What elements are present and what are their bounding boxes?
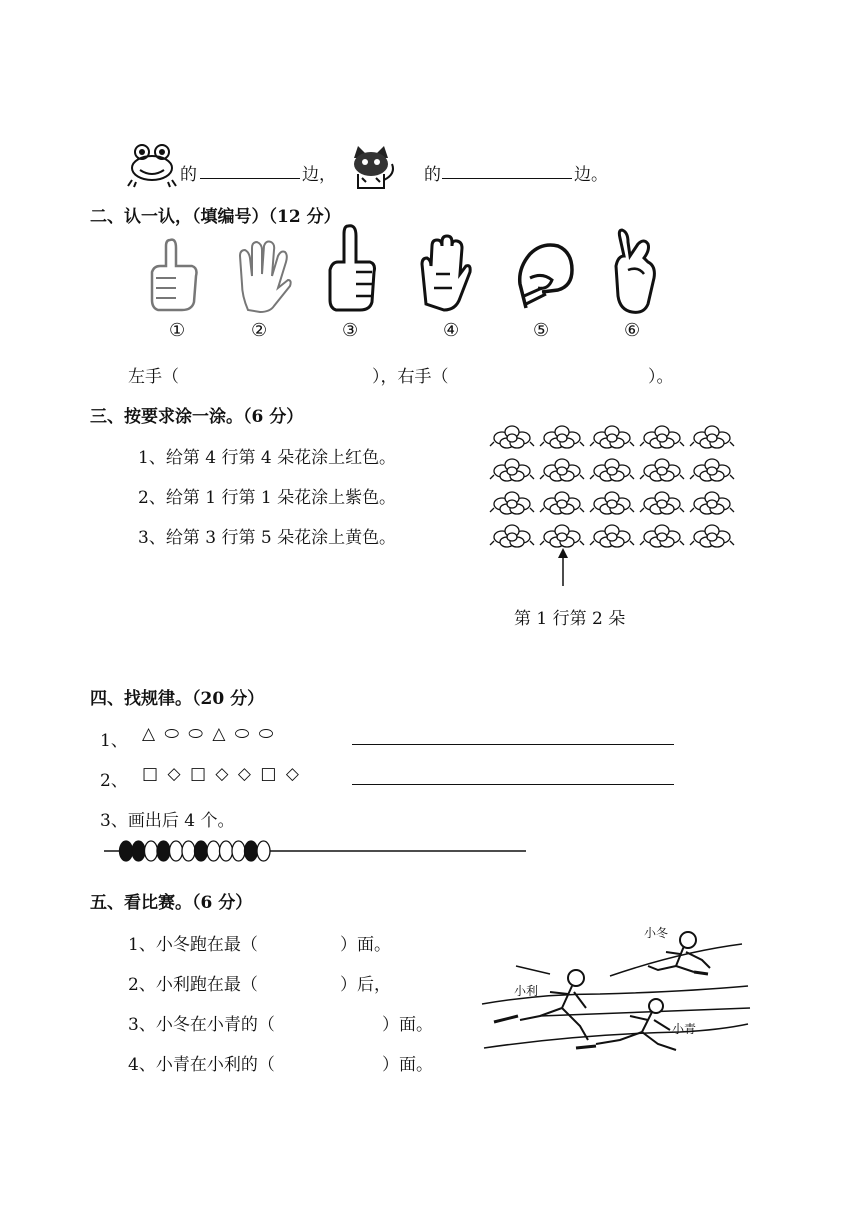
race-question-4: 4、小青在小利的（: [128, 1055, 275, 1075]
hand-number-4: ④: [443, 320, 460, 341]
bead-4: [157, 841, 170, 861]
hand-open-palm-icon: [236, 240, 292, 314]
pattern-1-answer-line[interactable]: [352, 744, 674, 745]
hand-ok-icon: [512, 238, 576, 314]
race-question-1: 1、小冬跑在最（: [128, 935, 258, 955]
pattern-2-answer-line[interactable]: [352, 784, 674, 785]
bead-1: [120, 841, 133, 861]
bead-7: [195, 841, 208, 861]
section5-title: 五、看比赛。（6 分）: [90, 893, 253, 913]
color-task-1: 1、给第 4 行第 4 朵花涂上红色。: [138, 448, 397, 468]
flower-r2-c3[interactable]: [590, 459, 634, 481]
flower-r4-c2[interactable]: [540, 525, 584, 547]
race-question-3: 3、小冬在小青的（: [128, 1015, 275, 1035]
flower-r4-c5[interactable]: [690, 525, 734, 547]
race-question-1-end: ）面。: [340, 935, 391, 955]
flower-r1-c2[interactable]: [540, 426, 584, 448]
flower-r1-c1[interactable]: [490, 426, 534, 448]
flower-r4-c4[interactable]: [640, 525, 684, 547]
bead-6: [182, 841, 195, 861]
flower-r1-c3[interactable]: [590, 426, 634, 448]
pattern-1-shapes: △ ⬭ ⬭ △ ⬭ ⬭: [142, 724, 276, 744]
hand-thumbs-up-bold-icon: [326, 222, 378, 312]
arrow-label: 第 1 行第 2 朵: [514, 609, 626, 629]
flower-r2-c5[interactable]: [690, 459, 734, 481]
flower-r3-c3[interactable]: [590, 492, 634, 514]
right-hand-end: ）。: [648, 367, 674, 387]
runner-label-xiaodong: 小冬: [644, 926, 669, 940]
runner-label-xiaoqing: 小青: [672, 1022, 697, 1036]
bead-3: [145, 841, 158, 861]
left-hand-answer[interactable]: [190, 360, 370, 382]
frog-de: 的: [180, 165, 197, 185]
pattern-1-number: 1、: [100, 731, 128, 751]
race-question-2-end: ）后，: [340, 975, 391, 995]
runner-xiaoqing: [576, 999, 676, 1050]
pattern-2-number: 2、: [100, 771, 128, 791]
frog-blank[interactable]: [200, 178, 300, 179]
flower-r3-c2[interactable]: [540, 492, 584, 514]
pattern-2-shapes: □ ◇ □ ◇ ◇ □ ◇: [142, 764, 301, 784]
cat-bian: 边。: [574, 165, 608, 185]
race-answer-2[interactable]: [272, 968, 338, 990]
right-hand-answer[interactable]: [474, 360, 644, 382]
section4-title: 四、找规律。（20 分）: [90, 689, 265, 709]
section3-title: 三、按要求涂一涂。（6 分）: [90, 407, 304, 427]
color-task-2: 2、给第 1 行第 1 朵花涂上紫色。: [138, 488, 397, 508]
bead-9: [220, 841, 233, 861]
runner-xiaoli: [494, 970, 588, 1040]
flower-r1-c5[interactable]: [690, 426, 734, 448]
right-hand-label: ），右手（: [372, 367, 449, 387]
flower-r1-c4[interactable]: [640, 426, 684, 448]
hand-number-3: ③: [342, 320, 359, 341]
bead-5: [170, 841, 183, 861]
flower-r4-c1[interactable]: [490, 525, 534, 547]
race-question-4-end: ）面。: [382, 1055, 433, 1075]
bead-string[interactable]: [104, 838, 528, 864]
flower-r4-c3[interactable]: [590, 525, 634, 547]
race-answer-3[interactable]: [298, 1008, 380, 1030]
hand-back-icon: [416, 234, 472, 314]
bead-8: [207, 841, 220, 861]
color-task-3: 3、给第 3 行第 5 朵花涂上黄色。: [138, 528, 397, 548]
bead-12: [257, 841, 270, 861]
flower-r2-c2[interactable]: [540, 459, 584, 481]
frog-bian: 边，: [302, 165, 336, 185]
flower-r2-c1[interactable]: [490, 459, 534, 481]
flower-grid: [490, 422, 740, 554]
hand-thumbs-up-icon: [148, 236, 200, 312]
hand-number-2: ②: [251, 320, 268, 341]
hand-number-6: ⑥: [624, 320, 641, 341]
hand-gesture-icon: [608, 226, 662, 316]
flower-r3-c1[interactable]: [490, 492, 534, 514]
pattern-3-instruction: 3、画出后 4 个。: [100, 811, 235, 831]
flower-r2-c4[interactable]: [640, 459, 684, 481]
hand-number-1: ①: [169, 320, 186, 341]
race-answer-4[interactable]: [298, 1048, 380, 1070]
frog-icon: [126, 140, 178, 188]
cat-blank[interactable]: [442, 178, 572, 179]
bead-2: [132, 841, 145, 861]
race-question-2: 2、小利跑在最（: [128, 975, 258, 995]
bead-10: [232, 841, 245, 861]
cat-icon: [346, 144, 398, 190]
section2-title: 二、认一认，（填编号）（12 分）: [90, 207, 341, 227]
flower-r3-c5[interactable]: [690, 492, 734, 514]
race-answer-1[interactable]: [272, 928, 338, 950]
race-question-3-end: ）面。: [382, 1015, 433, 1035]
bead-11: [245, 841, 258, 861]
runner-label-xiaoli: 小利: [514, 984, 539, 998]
hand-number-5: ⑤: [533, 320, 550, 341]
left-hand-label: 左手（: [128, 367, 179, 387]
flower-r3-c4[interactable]: [640, 492, 684, 514]
arrow-up-icon: [556, 548, 570, 588]
cat-de: 的: [424, 165, 441, 185]
